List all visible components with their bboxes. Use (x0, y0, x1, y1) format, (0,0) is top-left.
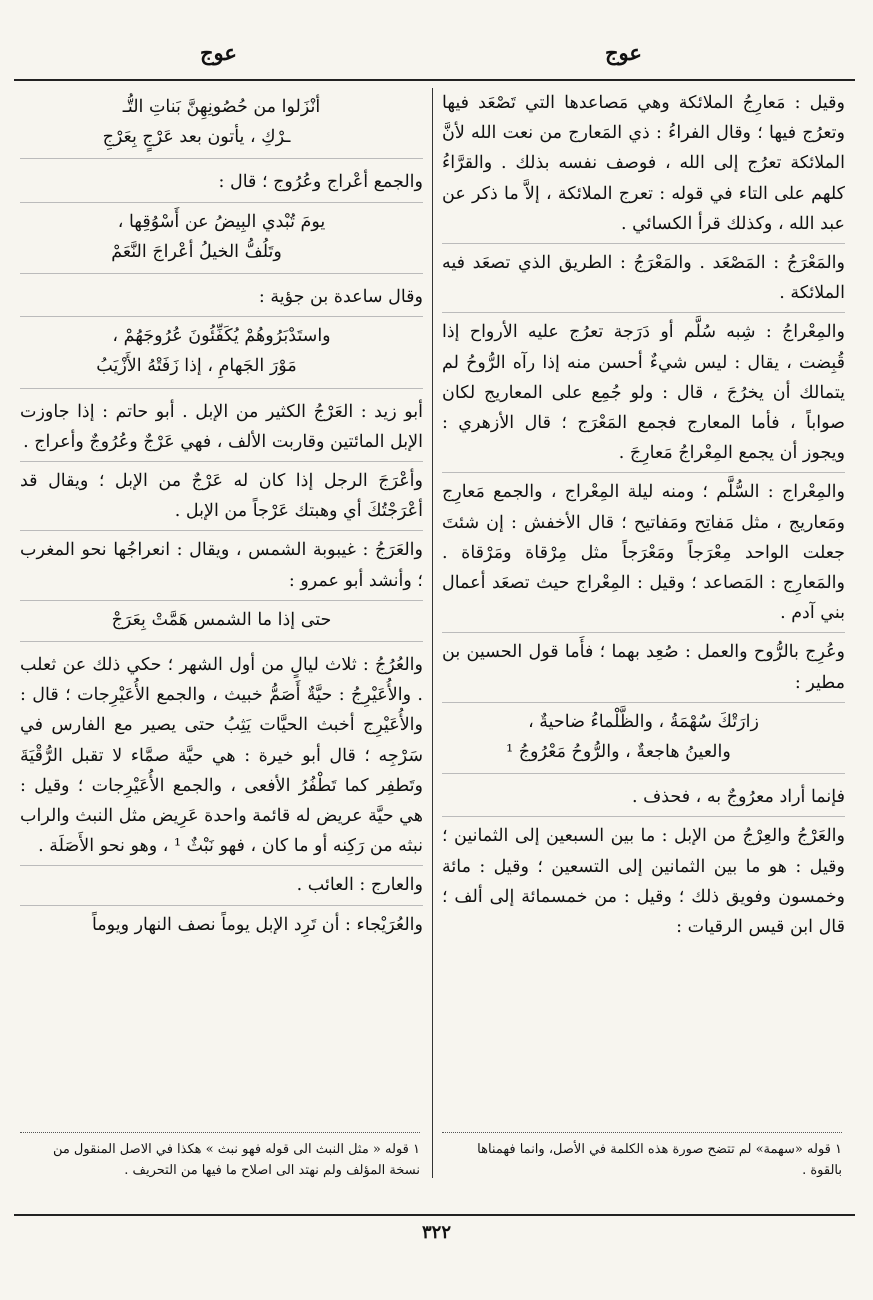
entry-paragraph: وقال ساعدة بن جؤية : (20, 282, 423, 317)
left-column (20, 88, 423, 948)
page-number: ٣٢٢ (421, 1222, 451, 1243)
verse-line: حتى إذا ما الشمس هَمَّتْ بِعَرَجْ (111, 609, 332, 630)
poem-verse (20, 605, 423, 642)
entry-paragraph: وقيل : مَعارِجُ الملائكة وهي مَصاعدها التي تَصْعَد فيها وتعرُج فيها ؛ وقال الفراءُ : ذي المَعارج من نعت الله لأنَّ الملائكة تعرُج إلى الله ، فوصف نفسه بذلك . والقرَّاءُ كلهم على التاء في قوله : تعرج الملائكة ، إلاَّ ما ذكر عن عبد الله ، وكذلك قرأ الكسائي . (442, 88, 845, 244)
entry-paragraph: والعُرُجُ : ثلاث ليالٍ من أول الشهر ؛ حكي ذلك عن ثعلب . والأُعَيْرِجُ : حيَّةٌ أَصَمُّ خبيث ، والجمع الأُعَيْرِجات ؛ قال : والأُعَيْرِج أخبث الحيَّات يَثِبُ حتى يصير مع الفارس في سَرْجِه ؛ قال أبو خيرة : هي حيَّة صمَّاء لا تقبل الرُّقْيَةَ وتَطفِر كما تَطْفُرُ الأفعى ، والجمع الأُعَيْرِجات ؛ وقيل : هي حيَّة عريض له قائمة واحدة عَرِيض مثل النبث والراب نبثه من رَكِنه أو ما كان ، فهو نَبْثٌ ¹ ، وهو نحو الأَصَلَة . (20, 650, 423, 866)
entry-paragraph: فإنما أراد معرُوجٌ به ، فحذف . (442, 782, 845, 817)
running-head-right: عوج (605, 40, 642, 65)
verse-line: والعينُ هاجعةٌ ، والرُّوحُ مَعْرُوجُ ¹ (506, 742, 731, 763)
top-rule (14, 79, 855, 81)
verse-line: ـرْكِ ، يأتون بعد عَرْجٍ بِعَرْجِ (102, 127, 291, 148)
entry-paragraph: وأعْرَجَ الرجل إذا كان له عَرْجٌ من الإبل ؛ ويقال قد أعْرَجْتُكَ أي وهبتك عَرْجاً من الإبل . (20, 466, 423, 531)
poem-verse (442, 707, 845, 774)
entry-paragraph: والجمع أعْراج وعُرُوج ؛ قال : (20, 167, 423, 202)
poem-verse (20, 207, 423, 274)
footnote-right: ١ قوله «سهمة» لم تتضح صورة هذه الكلمة في الأصل، وانما فهمناها بالقوة . (442, 1132, 842, 1181)
column-divider (432, 88, 433, 1178)
verse-line: أنْزَلوا من حُصُونِهِنَّ بَناتِ التُّـ (122, 97, 321, 117)
verse-line: واستَدْبَرُوهُمْ يُكَفِّئُونَ عُرُوجَهُمْ ، (112, 326, 331, 347)
verse-line: مَوْرَ الجَهامِ ، إذا زَفَتْهُ الأَزْيَبُ (96, 356, 297, 377)
verse-line: زارَتْكَ سُهْمَةُ ، والظَّلْماءُ ضاحيةٌ ، (528, 711, 759, 732)
verse-line: يومَ تُبْدي البِيضُ عن أَسْوُقِها ، (117, 211, 326, 232)
entry-paragraph: والعَرْجُ والعِرْجُ من الإبل : ما بين السبعين إلى الثمانين ؛ وقيل : هو ما بين الثمانين إلى التسعين ؛ وقيل : مائة وخمسون وفويق ذلك ؛ وقيل : من خمسمائة إلى ألف ؛ قال ابن قيس الرقيات : (442, 826, 845, 938)
footnote-left: ١ قوله « مثل النبث الى قوله فهو نبث » هكذا في الاصل المنقول من نسخة المؤلف ولم نهتد الى اصلاح ما فيها من التحريف . (20, 1132, 420, 1181)
entry-paragraph: والعُرَيْجاء : أن تَرِد الإبل يوماً نصف النهار ويوماً (91, 914, 423, 935)
right-column (442, 88, 845, 950)
entry-paragraph: والمَعْرَجُ : المَصْعَد . والمَعْرَجُ : الطريق الذي تصعَد فيه الملائكة . (442, 248, 845, 313)
running-head-left: عوج (200, 40, 237, 65)
entry-paragraph: والمِعْراج : السُّلَّم ؛ ومنه ليلة المِعْراج ، والجمع مَعارِج ومَعاريج ، مثل مَفاتِح ومَفاتيح ؛ قال الأخفش : إن شئتَ جعلت الواحد مِعْرَجاً ومَعْرَجاً مثل مِرْقاة ومَرْقاة . والمَعارِج : المَصاعد ؛ وقيل : المِعْراج حيث تصعَد أعمال بني آدم . (442, 477, 845, 633)
entry-paragraph: أبو زيد : العَرْجُ الكثير من الإبل . أبو حاتم : إذا جاوزت الإبل المائتين وقاربت الألف ، فهي عَرْجٌ وعُرُوجٌ وأعراج . (20, 397, 423, 462)
entry-paragraph: والمِعْراجُ : شِبه سُلَّم أو دَرَجة تعرُج عليه الأرواح إذا قُبِضت ، يقال : ليس شيءٌ أحسن منه إذا رآه الرُّوحُ لم يتمالك أن يخرُجَ ، قال : ولو جُمِع على المعاريج لكان صواباً ، فأما المعارج فجمع المَعْرَج ؛ قال الأزهري : ويجوز أن يجمع المِعْراجُ مَعارِجَ . (442, 317, 845, 473)
poem-verse (20, 321, 423, 388)
verse-line: وتَلُفُّ الخيلُ أعْراجَ النَّعَمْ (111, 241, 282, 262)
entry-paragraph: والعَرَجُ : غيبوبة الشمس ، ويقال : انعراجُها نحو المغرب ؛ وأنشد أبو عمرو : (20, 535, 423, 600)
entry-paragraph: وعُرِج بالرُّوح والعمل : صُعِد بهما ؛ فأَما قول الحسين بن مطير : (442, 637, 845, 702)
bottom-rule (14, 1214, 855, 1216)
poem-verse (20, 92, 423, 159)
entry-paragraph: والعارج : العائب . (20, 870, 423, 905)
